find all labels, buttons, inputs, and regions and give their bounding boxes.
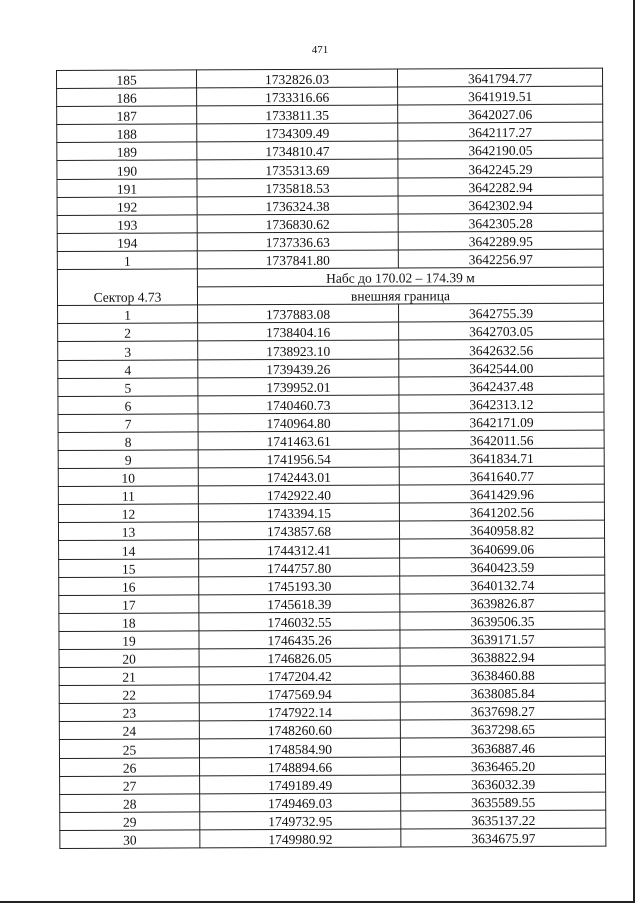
table-row (57, 213, 603, 233)
table-row (59, 557, 605, 577)
x-coordinate: 1735313.69 (197, 159, 398, 178)
y-coordinate: 3639826.87 (400, 593, 605, 612)
table-row (58, 466, 604, 486)
sector-header (57, 267, 603, 306)
table-row (59, 738, 605, 758)
sector-label: Сектор 4.73 (57, 269, 197, 306)
point-number: 18 (59, 613, 199, 632)
x-coordinate: 1745193.30 (199, 576, 400, 595)
point-number: 193 (57, 215, 197, 234)
point-number: 188 (57, 124, 197, 143)
y-coordinate: 3642755.39 (399, 303, 604, 322)
point-number: 190 (57, 160, 197, 179)
x-coordinate: 1745618.39 (199, 594, 400, 613)
table-row (57, 159, 603, 179)
x-coordinate: 1747204.42 (199, 666, 400, 685)
table-row (57, 177, 603, 197)
x-coordinate: 1746826.05 (199, 648, 400, 667)
x-coordinate: 1749732.95 (200, 811, 401, 830)
y-coordinate: 3637698.27 (400, 701, 605, 720)
x-coordinate: 1746435.26 (199, 630, 400, 649)
y-coordinate: 3641429.96 (399, 484, 604, 503)
x-coordinate: 1739952.01 (198, 377, 399, 396)
y-coordinate: 3638460.88 (400, 665, 605, 684)
point-number: 15 (59, 558, 199, 577)
table-row (58, 448, 604, 468)
point-number: 25 (59, 739, 199, 758)
y-coordinate: 3635137.22 (401, 810, 606, 829)
table-row (57, 68, 603, 88)
x-coordinate: 1749189.49 (200, 775, 401, 794)
point-number: 20 (59, 649, 199, 668)
point-number: 185 (57, 70, 197, 89)
x-coordinate: 1747569.94 (199, 684, 400, 703)
y-coordinate: 3642544.00 (399, 358, 604, 377)
table-row (58, 321, 604, 341)
point-number: 1 (58, 305, 198, 324)
table-row (60, 792, 606, 812)
x-coordinate: 1741463.61 (198, 431, 399, 450)
x-coordinate: 1737336.63 (197, 232, 398, 251)
table-row (59, 701, 605, 721)
y-coordinate: 3640699.06 (400, 539, 605, 558)
point-number: 4 (58, 359, 198, 378)
x-coordinate: 1738404.16 (198, 322, 399, 341)
table-row (60, 828, 606, 848)
y-coordinate: 3636887.46 (400, 738, 605, 757)
table-row (57, 86, 603, 106)
x-coordinate: 1742443.01 (198, 467, 399, 486)
point-number: 12 (58, 504, 198, 523)
table-row (59, 593, 605, 613)
point-number: 19 (59, 631, 199, 650)
y-coordinate: 3638085.84 (400, 683, 605, 702)
table-row (58, 303, 604, 323)
y-coordinate: 3642027.06 (398, 104, 603, 123)
table-row (58, 520, 604, 540)
coordinates-table (56, 68, 606, 849)
point-number: 2 (58, 323, 198, 342)
table-row (60, 756, 606, 776)
x-coordinate: 1748894.66 (200, 757, 401, 776)
point-number: 24 (59, 721, 199, 740)
table-row (58, 502, 604, 522)
point-number: 28 (60, 794, 200, 813)
x-coordinate: 1737841.80 (197, 250, 398, 269)
sector-header-row-1 (57, 267, 603, 287)
point-number: 191 (57, 178, 197, 197)
y-coordinate: 3642313.12 (399, 394, 604, 413)
point-number: 6 (58, 396, 198, 415)
y-coordinate: 3642245.29 (398, 159, 603, 178)
x-coordinate: 1734309.49 (197, 123, 398, 142)
table-row (57, 231, 603, 251)
y-coordinate: 3641919.51 (398, 86, 603, 105)
x-coordinate: 1749980.92 (200, 829, 401, 848)
y-coordinate: 3636465.20 (400, 756, 605, 775)
page-number: 471 (311, 44, 329, 56)
y-coordinate: 3642632.56 (399, 340, 604, 359)
x-coordinate: 1735818.53 (197, 178, 398, 197)
x-coordinate: 1741956.54 (198, 449, 399, 468)
y-coordinate: 3642289.95 (398, 231, 603, 250)
point-number: 7 (58, 414, 198, 433)
x-coordinate: 1736830.62 (197, 214, 398, 233)
point-number: 9 (58, 450, 198, 469)
y-coordinate: 3642282.94 (398, 177, 603, 196)
x-coordinate: 1739439.26 (198, 359, 399, 378)
table-row (59, 539, 605, 559)
point-number: 5 (58, 377, 198, 396)
point-number: 10 (58, 468, 198, 487)
point-number: 30 (60, 830, 200, 849)
y-coordinate: 3635589.55 (401, 792, 606, 811)
point-number: 3 (58, 341, 198, 360)
boundary-label: внешняя граница (197, 285, 603, 305)
y-coordinate: 3642011.56 (399, 430, 604, 449)
y-coordinate: 3638822.94 (400, 647, 605, 666)
y-coordinate: 3639171.57 (400, 629, 605, 648)
y-coordinate: 3641834.71 (399, 448, 604, 467)
point-number: 22 (59, 685, 199, 704)
table-row (58, 430, 604, 450)
y-coordinate: 3642305.28 (398, 213, 603, 232)
y-coordinate: 3642171.09 (399, 412, 604, 431)
y-coordinate: 3641202.56 (399, 502, 604, 521)
y-coordinate: 3641640.77 (399, 466, 604, 485)
y-coordinate: 3637298.65 (400, 719, 605, 738)
x-coordinate: 1737883.08 (198, 304, 399, 323)
y-coordinate: 3639506.35 (400, 611, 605, 630)
table-row (58, 340, 604, 360)
point-number: 13 (58, 522, 198, 541)
y-coordinate: 3642302.94 (398, 195, 603, 214)
y-coordinate: 3640423.59 (400, 557, 605, 576)
x-coordinate: 1744757.80 (199, 558, 400, 577)
point-number: 26 (60, 757, 200, 776)
table-row (58, 394, 604, 414)
height-range: Набс до 170.02 – 174.39 м (197, 267, 603, 287)
table-row (58, 358, 604, 378)
x-coordinate: 1732826.03 (197, 69, 398, 88)
table-row (57, 249, 603, 269)
table-row (59, 719, 605, 739)
x-coordinate: 1748260.60 (199, 720, 400, 739)
table-row (58, 376, 604, 396)
point-number: 194 (57, 233, 197, 252)
y-coordinate: 3642437.48 (399, 376, 604, 395)
point-number: 187 (57, 106, 197, 125)
point-number: 1 (57, 251, 197, 270)
x-coordinate: 1738923.10 (198, 340, 399, 359)
table-row (57, 140, 603, 160)
point-number: 23 (59, 703, 199, 722)
table-body-top (57, 68, 604, 269)
point-number: 29 (60, 812, 200, 831)
table-row (59, 683, 605, 703)
point-number: 21 (59, 667, 199, 686)
x-coordinate: 1743394.15 (198, 503, 399, 522)
table-row (57, 195, 603, 215)
x-coordinate: 1736324.38 (197, 196, 398, 215)
table-row (59, 575, 605, 595)
table-body-bottom (58, 303, 606, 848)
table-row (59, 611, 605, 631)
x-coordinate: 1748584.90 (199, 738, 400, 757)
point-number: 189 (57, 142, 197, 161)
y-coordinate: 3642256.97 (398, 249, 603, 268)
table-row (57, 104, 603, 124)
table-row (59, 647, 605, 667)
table-row (57, 122, 603, 142)
point-number: 16 (59, 577, 199, 596)
table-row (59, 629, 605, 649)
y-coordinate: 3642703.05 (399, 321, 604, 340)
y-coordinate: 3634675.97 (401, 828, 606, 847)
table-row (58, 412, 604, 432)
x-coordinate: 1740460.73 (198, 395, 399, 414)
point-number: 27 (60, 776, 200, 795)
point-number: 192 (57, 197, 197, 216)
y-coordinate: 3642190.05 (398, 140, 603, 159)
x-coordinate: 1740964.80 (198, 413, 399, 432)
table-row (60, 810, 606, 830)
x-coordinate: 1734810.47 (197, 141, 398, 160)
y-coordinate: 3636032.39 (401, 774, 606, 793)
table-row (60, 774, 606, 794)
point-number: 186 (57, 88, 197, 107)
point-number: 11 (58, 486, 198, 505)
x-coordinate: 1733811.35 (197, 105, 398, 124)
table-row (59, 665, 605, 685)
x-coordinate: 1744312.41 (199, 539, 400, 558)
table-row (58, 484, 604, 504)
x-coordinate: 1743857.68 (198, 521, 399, 540)
x-coordinate: 1747922.14 (199, 702, 400, 721)
point-number: 14 (59, 540, 199, 559)
x-coordinate: 1746032.55 (199, 612, 400, 631)
x-coordinate: 1749469.03 (200, 793, 401, 812)
x-coordinate: 1733316.66 (197, 87, 398, 106)
point-number: 17 (59, 595, 199, 614)
y-coordinate: 3640132.74 (400, 575, 605, 594)
y-coordinate: 3642117.27 (398, 122, 603, 141)
x-coordinate: 1742922.40 (198, 485, 399, 504)
point-number: 8 (58, 432, 198, 451)
y-coordinate: 3640958.82 (399, 520, 604, 539)
y-coordinate: 3641794.77 (397, 68, 602, 87)
